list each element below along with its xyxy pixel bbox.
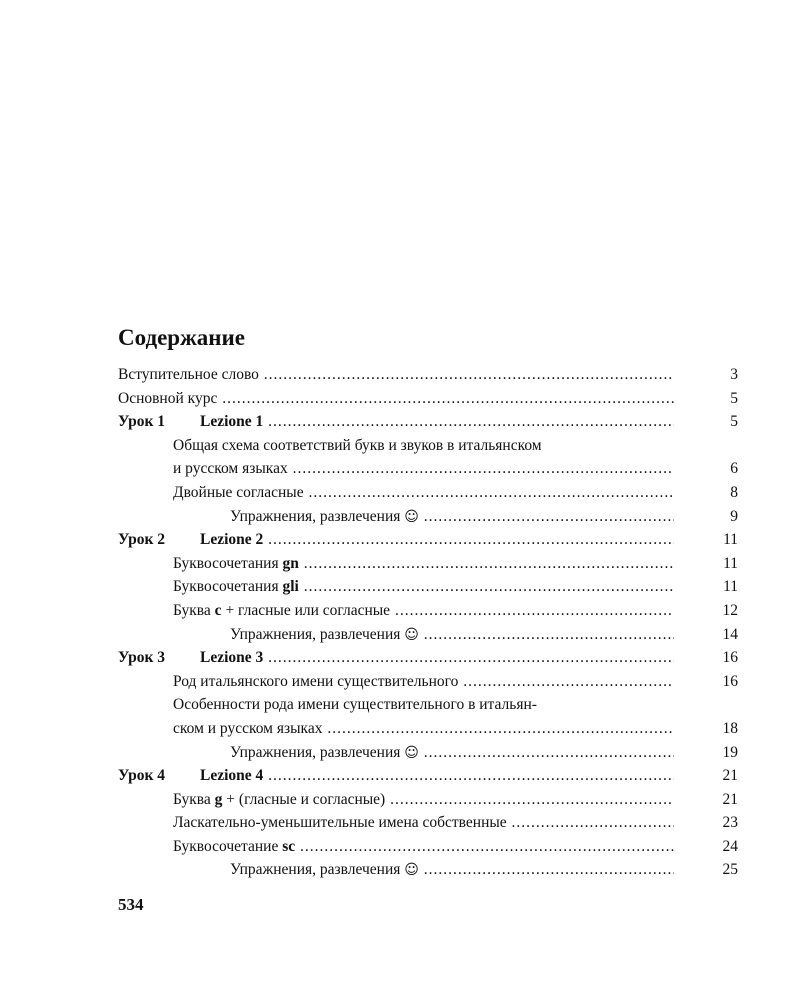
toc-entry-sc[interactable] [118, 835, 738, 859]
toc-page-number: 19 [722, 743, 738, 761]
toc-entry-text: Буква g + (гласные и согласные) ..... [173, 788, 674, 812]
toc-entry-text [118, 528, 674, 552]
toc-entry-gender-features[interactable] [118, 693, 738, 717]
letter-combination: c [214, 601, 222, 619]
toc-entry-text: и русском языках ..... [173, 457, 674, 481]
toc-entry-text: Общая схема соответствий букв и звуков в итальянском [173, 436, 542, 454]
toc-page-number: 23 [722, 814, 738, 832]
lesson-label: Урок 3 [118, 649, 166, 667]
toc-entry-lesson-3[interactable] [118, 646, 738, 670]
toc-page-number: 8 [730, 483, 738, 501]
page-folio-number: 534 [118, 895, 144, 914]
page-title: Содержание [118, 325, 245, 350]
smiley-icon: ☺ [404, 744, 419, 761]
toc-entry-text: Особенности рода имени существительного в итальян- [173, 696, 537, 714]
toc-page-number: 16 [722, 672, 738, 690]
toc-entry-text: Вступительное слово ..... [118, 363, 674, 387]
toc-page-number: 6 [730, 460, 738, 478]
toc-page-number: 12 [722, 601, 738, 619]
toc-entry-text: Буквосочетания gli ..... [173, 575, 674, 599]
toc-page-number: 24 [722, 837, 738, 855]
toc-page-number: 11 [723, 578, 738, 596]
letter-combination: gli [282, 578, 299, 596]
toc-entry-exercises-1[interactable] [118, 505, 738, 529]
toc-entry-exercises-2[interactable] [118, 623, 738, 647]
toc-entry-lesson-4[interactable] [118, 764, 738, 788]
toc-page-number: 11 [723, 554, 738, 572]
toc-entry-text [118, 410, 674, 434]
toc-entry-text: Двойные согласные ..... [173, 481, 674, 505]
table-of-contents [118, 363, 738, 882]
toc-page-number: 3 [730, 366, 738, 383]
toc-entry-text: Буква c + гласные или согласные ..... [173, 599, 674, 623]
toc-entry-text: Упражнения, развлечения ☺ ..... [230, 858, 674, 882]
toc-entry-main-course[interactable] [118, 387, 738, 411]
toc-entry-noun-gender[interactable] [118, 670, 738, 694]
toc-entry-letter-c[interactable] [118, 599, 738, 623]
toc-page-number: 18 [722, 719, 738, 737]
toc-page-number: 16 [722, 649, 738, 667]
toc-page-number: 11 [723, 531, 738, 549]
toc-page-number: 25 [722, 861, 738, 879]
lesson-italian-title: Lezione 2 [200, 531, 264, 549]
toc-page-number: 5 [730, 389, 738, 407]
lesson-label: Урок 2 [118, 531, 166, 549]
toc-entry-text: Упражнения, развлечения ☺ ..... [230, 505, 674, 529]
toc-entry-letters-sounds[interactable] [118, 434, 738, 458]
lesson-italian-title: Lezione 3 [200, 649, 264, 667]
toc-entry-lesson-1[interactable] [118, 410, 738, 434]
smiley-icon: ☺ [404, 862, 419, 879]
toc-entry-gn[interactable] [118, 552, 738, 576]
smiley-icon: ☺ [404, 508, 419, 525]
toc-entry-text [118, 646, 674, 670]
toc-entry-text: Упражнения, развлечения ☺ ..... [230, 623, 674, 647]
lesson-label: Урок 4 [118, 767, 166, 785]
toc-entry-text [118, 764, 674, 788]
toc-entry-text: Упражнения, развлечения ☺ ..... [230, 741, 674, 765]
letter-combination: g [214, 790, 223, 808]
toc-page-number: 9 [730, 507, 738, 525]
toc-page-number: 14 [722, 625, 738, 643]
toc-entry-gli[interactable] [118, 575, 738, 599]
toc-entry-text: Род итальянского имени существительного ..... [173, 670, 674, 694]
smiley-icon: ☺ [404, 626, 419, 643]
lesson-italian-title: Lezione 1 [200, 413, 264, 431]
lesson-italian-title: Lezione 4 [200, 767, 264, 785]
letter-combination: gn [282, 554, 299, 572]
toc-entry-lesson-2[interactable] [118, 528, 738, 552]
toc-entry-gender-features-cont[interactable] [118, 717, 738, 741]
toc-entry-intro[interactable] [118, 363, 738, 387]
toc-entry-exercises-4[interactable] [118, 858, 738, 882]
toc-entry-exercises-3[interactable] [118, 741, 738, 765]
toc-entry-text: ском и русском языках ..... [173, 717, 674, 741]
toc-entry-diminutive-names[interactable] [118, 811, 738, 835]
letter-combination: sc [282, 837, 296, 855]
toc-page-number: 21 [722, 790, 738, 808]
toc-entry-double-consonants[interactable] [118, 481, 738, 505]
toc-page-number: 21 [722, 767, 738, 785]
toc-page-number: 5 [730, 413, 738, 431]
lesson-label: Урок 1 [118, 413, 166, 431]
toc-entry-text: Буквосочетания gn ..... [173, 552, 674, 576]
toc-entry-letter-g[interactable] [118, 788, 738, 812]
toc-entry-text: Ласкательно-уменьшительные имена собственные ..... [173, 811, 674, 835]
toc-entry-text: Буквосочетание sc ..... [173, 835, 674, 859]
toc-entry-letters-sounds-cont[interactable] [118, 457, 738, 481]
toc-entry-text: Основной курс ..... [118, 387, 674, 411]
